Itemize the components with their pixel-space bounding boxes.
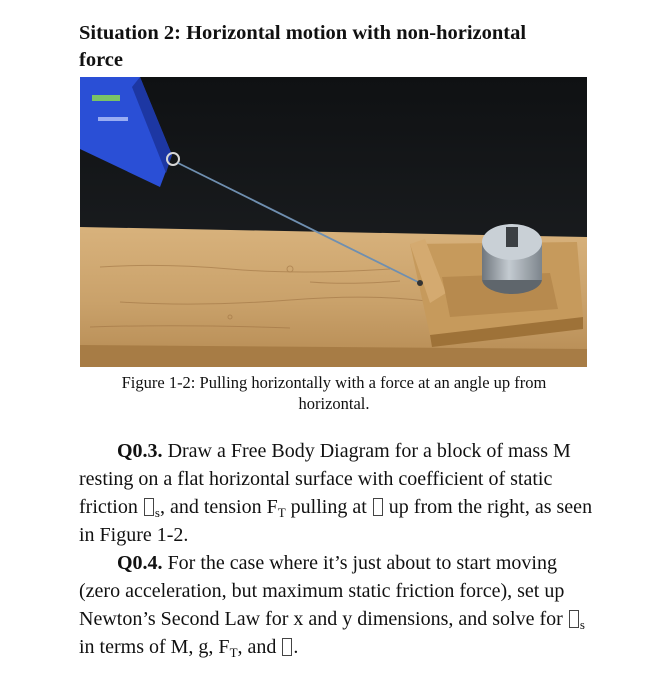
question-text: pulling at <box>285 496 372 518</box>
caption-line-2: horizontal. <box>298 394 370 413</box>
theta-symbol-placeholder <box>373 498 383 516</box>
theta-symbol-placeholder <box>282 638 292 656</box>
metal-weight <box>482 224 542 294</box>
question-text: , and tension F <box>159 496 278 518</box>
section-heading <box>79 20 599 74</box>
caption-line-1: Figure 1-2: Pulling horizontally with a force at an angle up from <box>121 373 547 392</box>
question-label: Q0.3. <box>117 440 163 462</box>
question-label: Q0.4. <box>117 552 163 574</box>
question-text: , and <box>237 636 282 658</box>
heading-line-2: force <box>79 49 124 71</box>
question-text: in terms of M, g, F <box>79 636 230 658</box>
mu-symbol-placeholder <box>569 610 579 628</box>
question-text: For the case where it’s just about to start moving (zero acceleration, but maximum static friction force), set up Newton’s Second Law for x and y dimensions, and solve for <box>79 552 568 630</box>
subscript-s: s <box>154 505 160 520</box>
mu-symbol-placeholder <box>144 498 154 516</box>
question-text: . <box>293 636 299 658</box>
heading-line-1: Situation 2: Horizontal motion with non-horizontal <box>79 22 527 44</box>
figure-photo <box>80 77 587 367</box>
question-q0-3 <box>79 437 599 549</box>
question-q0-4 <box>79 549 599 661</box>
subscript-s: s <box>579 617 585 632</box>
string-hook <box>417 280 423 286</box>
subscript-t: T <box>277 505 286 520</box>
question-text: up from the right, as seen in Figure 1-2. <box>79 496 593 546</box>
subscript-t: T <box>229 645 238 660</box>
question-text: Draw a Free Body Diagram for a block of mass M resting on a flat horizontal surface with coefficient of static friction <box>79 440 571 518</box>
figure-caption <box>79 372 589 414</box>
